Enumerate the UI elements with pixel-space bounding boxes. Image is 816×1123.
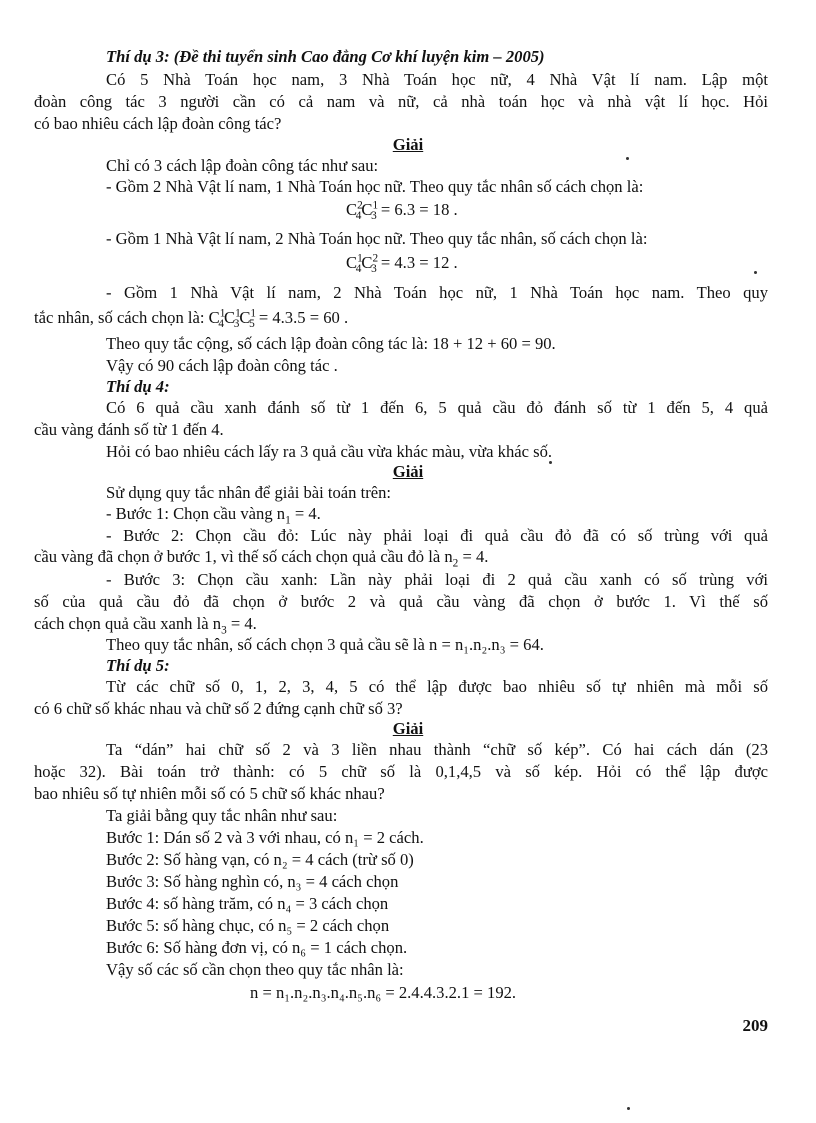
example-4-sol-7-head: cách chọn quả cầu xanh là n — [34, 614, 222, 633]
example-4-sol-1: Sử dụng quy tắc nhân để giải bài toán trên: — [106, 483, 392, 502]
example-4-sol-8: Theo quy tắc nhân, số cách chọn 3 quả cầu sẽ là n = n₁.n₂.n₃ = 64. — [106, 635, 544, 654]
example-3-text-2: đoàn công tác 3 người cần có cả nam và nữ, cả nhà toán học và nhà vật lí học. Hỏi — [34, 92, 768, 111]
example-5-sol-2: hoặc 32). Bài toán trở thành: có 5 chữ số là 0,1,4,5 và số kép. Hỏi có thể lập được — [34, 762, 768, 781]
example-4-sol-2-head: - Bước 1: Chọn cầu vàng n — [106, 504, 286, 523]
example-3-text-1: Có 5 Nhà Toán học nam, 3 Nhà Toán học nữ, 4 Nhà Vật lí nam. Lập một — [106, 70, 768, 89]
formula-3-value: = 4.3.5 = 60 . — [254, 308, 349, 327]
example-3-sol-2: - Gồm 2 Nhà Vật lí nam, 1 Nhà Toán học nữ. Theo quy tắc nhân số cách chọn là: — [106, 177, 644, 196]
example-4-sol-3: - Bước 2: Chọn cầu đỏ: Lúc này phải loại đi quả cầu đỏ đã có số trùng với quả — [106, 526, 768, 545]
solution-heading: Giải — [392, 462, 424, 481]
final-formula: n = n₁.n₂.n₃.n₄.n₅.n₆ = 2.4.4.3.2.1 = 192. — [250, 983, 517, 1002]
scan-speck — [754, 271, 757, 274]
example-4-sol-2-tail: = 4. — [290, 504, 321, 523]
example-4-sol-7-tail: = 4. — [226, 614, 257, 633]
example-4-sol-4-head: cầu vàng đã chọn ở bước 1, vì thế số cách chọn quả cầu đỏ là n — [34, 547, 453, 566]
example-5-text-2: có 6 chữ số khác nhau và chữ số 2 đứng cạnh chữ số 3? — [34, 699, 403, 718]
example-3-sol-3: - Gồm 1 Nhà Vật lí nam, 2 Nhà Toán học nữ. Theo quy tắc nhân, số cách chọn là: — [106, 229, 648, 248]
formula-2: $C^1_4C^2_3 = 4.3 = 12$ . — [346, 252, 458, 276]
example-4-title: Thí dụ 4: — [106, 377, 170, 396]
scan-speck — [626, 157, 629, 160]
example-3-sol-6: Theo quy tắc cộng, số cách lập đoàn công tác là: 18 + 12 + 60 = 90. — [106, 334, 556, 353]
example-4-text-1: Có 6 quả cầu xanh đánh số từ 1 đến 6, 5 quả cầu đỏ đánh số từ 1 đến 5, 4 quả — [106, 398, 768, 417]
step-5: Bước 5: số hàng chục, có n₅ = 2 cách chọn — [106, 916, 390, 935]
page-number: 209 — [742, 1016, 768, 1035]
solution-heading: Giải — [392, 719, 424, 738]
example-5-sol-4: Ta giải bằng quy tắc nhân như sau: — [106, 806, 338, 825]
example-3-sol-7: Vậy có 90 cách lập đoàn công tác . — [106, 356, 338, 375]
step-2: Bước 2: Số hàng vạn, có n₂ = 4 cách (trừ số 0) — [106, 850, 414, 869]
formula-1-value: = 6.3 = 18 . — [376, 200, 458, 219]
example-4-sol-6: số của quả cầu đỏ đã chọn ở bước 2 và quả cầu vàng đã chọn ở bước 1. Vì thế số — [34, 592, 768, 611]
example-3-sol-4: - Gồm 1 Nhà Vật lí nam, 2 Nhà Toán học nữ, 1 Nhà Toán học nam. Theo quy — [106, 283, 768, 302]
example-3-text-3: có bao nhiêu cách lập đoàn công tác? — [34, 114, 282, 133]
example-5-sol-3: bao nhiêu số tự nhiên mỗi số có 5 chữ số khác nhau? — [34, 784, 385, 803]
example-3-sol-1: Chỉ có 3 cách lập đoàn công tác như sau: — [106, 156, 379, 175]
scan-speck — [627, 1107, 630, 1110]
formula-1: $C^2_4C^1_3 = 6.3 = 18$ . — [346, 199, 458, 223]
example-4-sol-4: cầu vàng đã chọn ở bước 1, vì thế số cách chọn quả cầu đỏ là $n_2 = 4$. — [34, 547, 489, 570]
example-5-sol-1: Ta “dán” hai chữ số 2 và 3 liền nhau thành “chữ số kép”. Có hai cách dán (23 — [106, 740, 768, 759]
example-4-sol-7: cách chọn quả cầu xanh là $n_3 = 4$. — [34, 614, 257, 637]
formula-2-value: = 4.3 = 12 . — [376, 253, 458, 272]
example-5-title: Thí dụ 5: — [106, 656, 170, 675]
step-4: Bước 4: số hàng trăm, có n₄ = 3 cách chọn — [106, 894, 389, 913]
step-1: Bước 1: Dán số 2 và 3 với nhau, có n₁ = 2 cách. — [106, 828, 424, 847]
solution-heading: Giải — [392, 135, 424, 154]
step-6: Bước 6: Số hàng đơn vị, có n₆ = 1 cách chọn. — [106, 938, 408, 957]
example-3-sol-5: tắc nhân, số cách chọn là: $C^1_4C^1_3C^1_5 = 4.3.5 = 60$ . — [34, 307, 349, 331]
scan-speck — [549, 461, 552, 464]
example-4-text-2: cầu vàng đánh số từ 1 đến 4. — [34, 420, 224, 439]
example-3-sol-5-head: tắc nhân, số cách chọn là: — [34, 308, 209, 327]
example-3-title: Thí dụ 3: (Đề thi tuyển sinh Cao đẳng Cơ khí luyện kim – 2005) — [106, 47, 545, 66]
example-4-text-3: Hỏi có bao nhiêu cách lấy ra 3 quả cầu vừa khác màu, vừa khác số. — [106, 442, 553, 461]
example-4-sol-2: - Bước 1: Chọn cầu vàng $n_1 = 4$. — [106, 504, 321, 527]
example-5-sol-5: Vậy số các số cần chọn theo quy tắc nhân là: — [106, 960, 404, 979]
example-4-sol-4-tail: = 4. — [458, 547, 489, 566]
example-4-sol-5: - Bước 3: Chọn cầu xanh: Lần này phải loại đi 2 quả cầu xanh có số trùng với — [106, 570, 768, 589]
step-3: Bước 3: Số hàng nghìn có, n₃ = 4 cách chọn — [106, 872, 399, 891]
example-5-text-1: Từ các chữ số 0, 1, 2, 3, 4, 5 có thể lập được bao nhiêu số tự nhiên mà mỗi số — [106, 677, 768, 696]
